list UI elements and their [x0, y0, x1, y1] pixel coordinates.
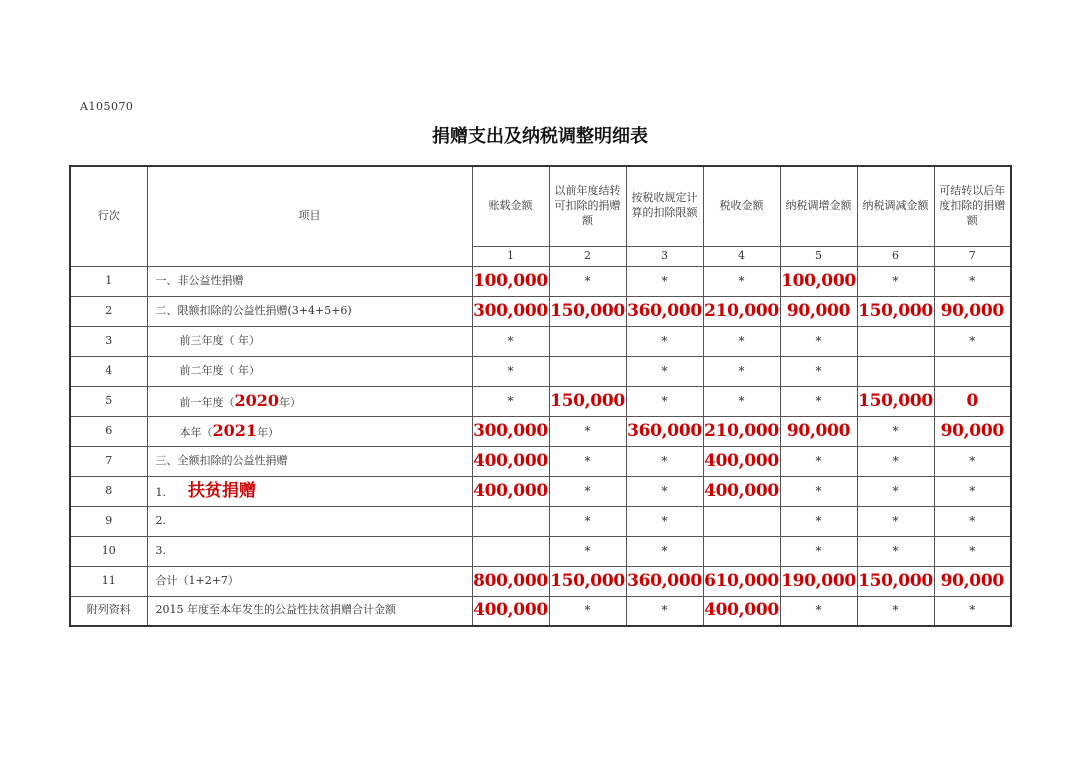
star-mark: * [969, 483, 976, 498]
header-col-number: 5 [780, 246, 857, 266]
row-cell-col-7 [934, 446, 1011, 476]
star-mark: * [892, 423, 899, 438]
row-cell-col-3 [626, 356, 703, 386]
row-label-prefix: 前一年度（ [179, 396, 235, 410]
amount-value: 90,000 [940, 420, 1004, 441]
header-col-4: 税收金额 [703, 166, 780, 246]
row-cell-col-7 [934, 266, 1011, 296]
star-mark: * [815, 363, 822, 378]
amount-value: 210,000 [704, 300, 779, 321]
row-cell-col-6 [857, 506, 934, 536]
table-row [70, 476, 1011, 506]
row-cell-col-1 [472, 506, 549, 536]
star-mark: * [892, 513, 899, 528]
row-cell-col-6 [857, 356, 934, 386]
row-cell-col-3 [626, 386, 703, 416]
row-cell-col-3 [626, 446, 703, 476]
row-label [147, 386, 472, 416]
star-mark: * [815, 453, 822, 468]
amount-value: 150,000 [858, 300, 933, 321]
row-label: 三、全额扣除的公益性捐赠 [147, 446, 472, 476]
star-mark: * [661, 483, 668, 498]
row-cell-col-6 [857, 296, 934, 326]
header-col-7: 可结转以后年度扣除的捐赠额 [934, 166, 1011, 246]
amount-value: 400,000 [473, 480, 548, 501]
row-label: 一、非公益性捐赠 [147, 266, 472, 296]
row-cell-col-4 [703, 506, 780, 536]
row-cell-col-7 [934, 536, 1011, 566]
star-mark: * [969, 543, 976, 558]
row-cell-col-1 [472, 386, 549, 416]
table-row [70, 356, 1011, 386]
row-cell-col-5 [780, 296, 857, 326]
star-mark: * [738, 393, 745, 408]
row-cell-col-5 [780, 326, 857, 356]
amount-value: 150,000 [550, 300, 625, 321]
header-col-1: 账载金额 [472, 166, 549, 246]
row-cell-col-5 [780, 416, 857, 446]
row-cell-col-1 [472, 446, 549, 476]
row-cell-col-1 [472, 326, 549, 356]
star-mark: * [892, 483, 899, 498]
row-cell-col-3 [626, 476, 703, 506]
row-cell-col-1 [472, 266, 549, 296]
row-cell-col-6 [857, 266, 934, 296]
star-mark: * [507, 363, 514, 378]
row-cell-col-5 [780, 596, 857, 626]
star-mark: * [815, 483, 822, 498]
star-mark: * [661, 393, 668, 408]
amount-value: 150,000 [550, 390, 625, 411]
table-row [70, 566, 1011, 596]
amount-value: 300,000 [473, 300, 548, 321]
row-cell-col-6 [857, 566, 934, 596]
amount-value: 90,000 [786, 300, 851, 321]
table-row [70, 536, 1011, 566]
star-mark: * [661, 273, 668, 288]
header-col-number: 3 [626, 246, 703, 266]
row-seq: 7 [70, 446, 147, 476]
star-mark: * [738, 273, 745, 288]
row-label-prefix: 1. [155, 485, 166, 499]
row-year: 2021 [212, 421, 258, 441]
header-seq: 行次 [70, 166, 147, 266]
table-row [70, 596, 1011, 626]
row-cell-col-7 [934, 326, 1011, 356]
row-cell-col-5 [780, 266, 857, 296]
row-label-prefix: 本年（ [179, 426, 213, 440]
amount-value: 90,000 [940, 570, 1004, 591]
row-cell-col-3 [626, 536, 703, 566]
star-mark: * [815, 543, 822, 558]
amount-value: 90,000 [786, 420, 851, 441]
row-seq: 4 [70, 356, 147, 386]
row-cell-col-3 [626, 566, 703, 596]
row-cell-col-6 [857, 596, 934, 626]
row-cell-col-4 [703, 566, 780, 596]
star-mark: * [507, 333, 514, 348]
amount-value: 400,000 [473, 450, 548, 471]
star-mark: * [969, 453, 976, 468]
header-col-number: 2 [549, 246, 626, 266]
row-label: 前二年度（ 年） [147, 356, 472, 386]
star-mark: * [661, 603, 668, 618]
row-cell-col-3 [626, 266, 703, 296]
amount-value: 150,000 [858, 570, 933, 591]
header-col-number: 4 [703, 246, 780, 266]
row-cell-col-4 [703, 266, 780, 296]
row-cell-col-1 [472, 356, 549, 386]
star-mark: * [892, 603, 899, 618]
row-cell-col-1 [472, 536, 549, 566]
row-cell-col-1 [472, 416, 549, 446]
header-col-number: 7 [934, 246, 1011, 266]
row-cell-col-1 [472, 476, 549, 506]
table-row [70, 386, 1011, 416]
star-mark: * [661, 453, 668, 468]
row-cell-col-2 [549, 326, 626, 356]
row-cell-col-2 [549, 506, 626, 536]
row-cell-col-5 [780, 356, 857, 386]
row-seq: 8 [70, 476, 147, 506]
amount-value: 100,000 [473, 270, 548, 291]
row-cell-col-4 [703, 356, 780, 386]
row-cell-col-6 [857, 536, 934, 566]
row-handwritten-note: 扶贫捐赠 [188, 480, 256, 501]
row-seq: 5 [70, 386, 147, 416]
amount-value: 800,000 [473, 570, 548, 591]
star-mark: * [661, 363, 668, 378]
row-cell-col-2 [549, 296, 626, 326]
row-label-suffix: 年） [257, 426, 280, 440]
row-label [147, 476, 472, 506]
row-cell-col-3 [626, 506, 703, 536]
star-mark: * [969, 513, 976, 528]
row-seq: 6 [70, 416, 147, 446]
star-mark: * [969, 333, 976, 348]
star-mark: * [584, 423, 591, 438]
amount-value: 400,000 [704, 480, 779, 501]
star-mark: * [584, 543, 591, 558]
amount-value: 400,000 [473, 600, 548, 621]
star-mark: * [584, 273, 591, 288]
header-col-3: 按税收规定计算的扣除限额 [626, 166, 703, 246]
row-cell-col-2 [549, 386, 626, 416]
row-seq: 3 [70, 326, 147, 356]
amount-value: 100,000 [781, 270, 856, 291]
row-label: 3. [147, 536, 472, 566]
row-label: 二、限额扣除的公益性捐赠(3+4+5+6) [147, 296, 472, 326]
row-cell-col-5 [780, 566, 857, 596]
row-cell-col-4 [703, 536, 780, 566]
page-title: 捐赠支出及纳税调整明细表 [432, 126, 648, 147]
row-cell-col-2 [549, 596, 626, 626]
row-cell-col-3 [626, 326, 703, 356]
star-mark: * [584, 483, 591, 498]
row-cell-col-7 [934, 386, 1011, 416]
row-cell-col-2 [549, 536, 626, 566]
header-col-5: 纳税调增金额 [780, 166, 857, 246]
header-col-number: 1 [472, 246, 549, 266]
row-cell-col-7 [934, 416, 1011, 446]
star-mark: * [892, 453, 899, 468]
amount-value: 190,000 [781, 570, 856, 591]
row-cell-col-2 [549, 446, 626, 476]
star-mark: * [738, 363, 745, 378]
row-cell-col-5 [780, 386, 857, 416]
row-cell-col-3 [626, 296, 703, 326]
amount-value: 360,000 [627, 570, 702, 591]
amount-value: 300,000 [473, 420, 548, 441]
header-col-number: 6 [857, 246, 934, 266]
amount-value: 360,000 [627, 300, 702, 321]
row-cell-col-6 [857, 446, 934, 476]
star-mark: * [815, 393, 822, 408]
row-cell-col-4 [703, 296, 780, 326]
row-cell-col-4 [703, 326, 780, 356]
row-cell-col-5 [780, 506, 857, 536]
row-cell-col-5 [780, 536, 857, 566]
row-cell-col-2 [549, 476, 626, 506]
amount-value: 0 [966, 390, 979, 411]
amount-value: 210,000 [704, 420, 779, 441]
row-cell-col-4 [703, 416, 780, 446]
row-seq: 9 [70, 506, 147, 536]
row-cell-col-7 [934, 566, 1011, 596]
star-mark: * [661, 513, 668, 528]
star-mark: * [507, 393, 514, 408]
star-mark: * [661, 543, 668, 558]
row-cell-col-7 [934, 356, 1011, 386]
star-mark: * [584, 453, 591, 468]
star-mark: * [892, 543, 899, 558]
amount-value: 400,000 [704, 600, 779, 621]
row-seq: 附列资料 [70, 596, 147, 626]
header-col-6: 纳税调减金额 [857, 166, 934, 246]
row-cell-col-3 [626, 596, 703, 626]
row-cell-col-7 [934, 596, 1011, 626]
table-row [70, 266, 1011, 296]
row-cell-col-1 [472, 296, 549, 326]
row-label: 前三年度（ 年） [147, 326, 472, 356]
row-cell-col-7 [934, 476, 1011, 506]
row-label-suffix: 年） [279, 396, 302, 410]
table-row [70, 326, 1011, 356]
amount-value: 150,000 [550, 570, 625, 591]
amount-value: 610,000 [704, 570, 779, 591]
row-label: 2015 年度至本年发生的公益性扶贫捐赠合计金额 [147, 596, 472, 626]
amount-value: 400,000 [704, 450, 779, 471]
row-label: 2. [147, 506, 472, 536]
star-mark: * [969, 603, 976, 618]
star-mark: * [815, 513, 822, 528]
star-mark: * [815, 603, 822, 618]
form-code: A105070 [80, 100, 134, 113]
row-cell-col-4 [703, 386, 780, 416]
row-seq: 2 [70, 296, 147, 326]
table-row [70, 506, 1011, 536]
row-cell-col-7 [934, 506, 1011, 536]
star-mark: * [661, 333, 668, 348]
star-mark: * [584, 513, 591, 528]
row-cell-col-4 [703, 446, 780, 476]
table-row [70, 416, 1011, 446]
table-row [70, 446, 1011, 476]
row-cell-col-4 [703, 476, 780, 506]
row-cell-col-1 [472, 596, 549, 626]
amount-value: 360,000 [627, 420, 702, 441]
row-cell-col-2 [549, 416, 626, 446]
header-item: 项目 [147, 166, 472, 266]
star-mark: * [815, 333, 822, 348]
star-mark: * [584, 603, 591, 618]
amount-value: 150,000 [858, 390, 933, 411]
star-mark: * [738, 333, 745, 348]
donation-table [69, 165, 1012, 627]
row-label: 合计（1+2+7） [147, 566, 472, 596]
star-mark: * [892, 273, 899, 288]
row-seq: 10 [70, 536, 147, 566]
row-seq: 11 [70, 566, 147, 596]
row-cell-col-6 [857, 476, 934, 506]
amount-value: 90,000 [940, 300, 1004, 321]
row-cell-col-2 [549, 266, 626, 296]
row-cell-col-5 [780, 446, 857, 476]
row-cell-col-1 [472, 566, 549, 596]
star-mark: * [969, 273, 976, 288]
row-cell-col-2 [549, 356, 626, 386]
row-cell-col-7 [934, 296, 1011, 326]
row-cell-col-6 [857, 326, 934, 356]
header-col-2: 以前年度结转可扣除的捐赠额 [549, 166, 626, 246]
row-label [147, 416, 472, 446]
row-cell-col-4 [703, 596, 780, 626]
row-cell-col-3 [626, 416, 703, 446]
row-year: 2020 [234, 391, 280, 411]
row-cell-col-6 [857, 416, 934, 446]
table-row [70, 296, 1011, 326]
row-cell-col-5 [780, 476, 857, 506]
row-cell-col-2 [549, 566, 626, 596]
row-seq: 1 [70, 266, 147, 296]
row-cell-col-6 [857, 386, 934, 416]
